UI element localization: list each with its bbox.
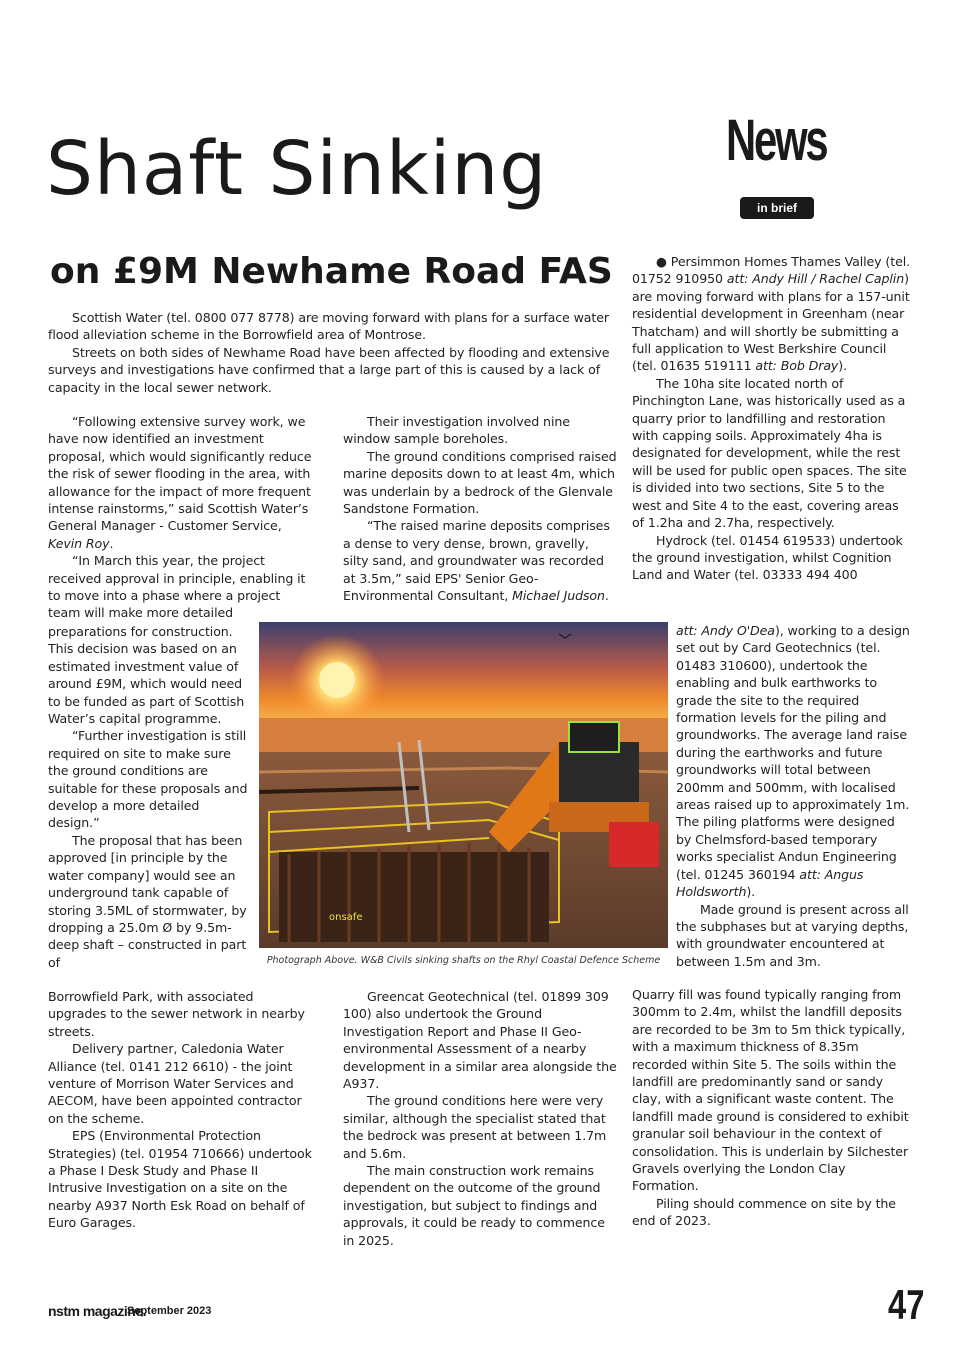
- article-subtitle: on £9M Newhame Road FAS: [50, 251, 613, 292]
- paragraph: ● Persimmon Homes Thames Valley (tel. 01752 910950 att: Andy Hill / Rachel Caplin) are moving forward with plans for a 157-unit residential development in Greenham (near Thatcham) and will shortly be submitting a full application to West Berkshire Council (tel. 01635 519111 att: Bob Dray).: [632, 254, 911, 374]
- paragraph: Quarry fill was found typically ranging from 300mm to 2.4m, whilst the landfill deposits are recorded to be 3m to 5m thick typically, with a maximum thickness of 8.35m recorded within Site 5. The soils within the landfill are predominantly sand or sandy clay, with a significant waste content. The landfill made ground is considered to exhibit granular soil behaviour in the context of consolidation. This is underlain by Silchester Gravels overlying the London Clay Formation.: [632, 987, 909, 1194]
- paragraph: Greencat Geotechnical (tel. 01899 309 100) also undertook the Ground Investigation Report and Phase II Geo-environmental Assessment of a nearby development in a similar area alongside the A937.: [343, 989, 617, 1092]
- page-number: 47: [888, 1281, 925, 1328]
- paragraph: Delivery partner, Caledonia Water Alliance (tel. 0141 212 6610) - the joint venture of Morrison Water Services and AECOM, have been appointed contractor on the scheme.: [48, 1041, 302, 1126]
- paragraph: “Further investigation is still required on site to make sure the ground conditions are suitable for these proposals and develop a more detailed design.”: [48, 728, 248, 831]
- article-intro: [48, 309, 626, 396]
- column-2-top: [343, 413, 618, 604]
- magazine-name: nstm magazine.: [48, 1303, 147, 1319]
- paragraph: Their investigation involved nine window sample boreholes.: [343, 414, 570, 447]
- paragraph: The 10ha site located north of Pinchington Lane, was historically used as a quarry prior to landfilling and restoration with capping soils. Approximately 4ha is designated for development, while the rest will be used for public open spaces. The site is divided into two sections, Site 5 to the west and Site 4 to the east, covering areas of 1.2ha and 2.7ha, respectively.: [632, 375, 907, 531]
- paragraph: att: Andy O'Dea), working to a design set out by Card Geotechnics (tel. 01483 310600), undertook the enabling and bulk earthworks to grade the site to the required formation levels for the piling and groundworks. The average land raise during the earthworks and future groundworks will total between 200mm and 500mm, with localised areas raised up to approximately 1m. The piling platforms were designed by Chelmsford-based temporary works specialist Andun Engineering (tel. 01245 360194 att: Angus Holdsworth).: [676, 623, 910, 900]
- article-photo: [259, 622, 668, 948]
- column-2-bottom: [343, 988, 618, 1249]
- intro-paragraph: Scottish Water (tel. 0800 077 8778) are moving forward with plans for a surface water flood alleviation scheme in the Borrowfield area of Montrose.: [48, 310, 609, 343]
- column-3-wrapped: [676, 622, 912, 970]
- column-3-bottom: [632, 986, 912, 1230]
- paragraph: Hydrock (tel. 01454 619533) undertook the ground investigation, whilst Cognition Land and Water (tel. 03333 494 400: [632, 532, 903, 583]
- paragraph: “In March this year, the project received approval in principle, enabling it to move into a phase where a project team will make more detailed: [48, 553, 306, 621]
- paragraph: The ground conditions here were very similar, although the specialist stated that the bedrock was present at between 1.7m and 5.6m.: [343, 1093, 607, 1161]
- paragraph: preparations for construction. This decision was based on an estimated investment value of around £9M, which would need to be funded as part of Scottish Water’s capital programme.: [48, 624, 245, 727]
- paragraph: Borrowfield Park, with associated upgrades to the sewer network in nearby streets.: [48, 989, 305, 1039]
- photo-caption: Photograph Above. W&B Civils sinking shafts on the Rhyl Coastal Defence Scheme: [266, 955, 661, 966]
- paragraph: The main construction work remains dependent on the outcome of the ground investigation, but subject to findings and approvals, it could be ready to commence in 2025.: [343, 1163, 605, 1248]
- quoted-person: Michael Judson: [512, 588, 605, 604]
- barrier-signage: onsafe: [329, 912, 363, 923]
- quoted-person: Kevin Roy: [48, 535, 110, 551]
- paragraph: Piling should commence on site by the end of 2023.: [632, 1195, 896, 1229]
- column-1-bottom: [48, 988, 314, 1232]
- column-3-top: [632, 253, 912, 584]
- intro-paragraph: Streets on both sides of Newhame Road have been affected by flooding and extensive surveys and investigations have confirmed that a large part of this is caused by a lack of capacity in the local sewer network.: [48, 344, 610, 395]
- article-title: Shaft Sinking: [46, 126, 548, 212]
- section-heading: News: [726, 108, 827, 173]
- paragraph: The ground conditions comprised raised marine deposits down to at least 4m, which was underlain by a bedrock of the Glenvale Sandstone Formation.: [343, 448, 617, 517]
- paragraph: “The raised marine deposits comprises a dense to very dense, brown, gravelly, silty sand, and groundwater was recorded at 3.5m,” said EPS' Senior Geo-Environmental Consultant, Michael Judson.: [343, 518, 610, 604]
- paragraph: Made ground is present across all the subphases but at varying depths, with groundwater encountered at between 1.5m and 3m.: [676, 901, 909, 969]
- paragraph: “Following extensive survey work, we have now identified an investment proposal, which would significantly reduce the risk of sewer flooding in the area, with allowance for the impact of more frequent intense rainstorms,” said Scottish Water’s General Manager - Customer Service, Kevin Roy.: [48, 414, 312, 551]
- paragraph: EPS (Environmental Protection Strategies) (tel. 01954 710666) undertook a Phase I Desk Study and Phase II Intrusive Investigation on a site on the nearby A937 North Esk Road on behalf of Euro Garages.: [48, 1128, 312, 1231]
- sunset-excavator-photo: [259, 622, 668, 948]
- section-badge: in brief: [740, 197, 814, 219]
- column-1-top: [48, 413, 314, 622]
- issue-date: September 2023: [127, 1305, 212, 1317]
- column-1-narrow: [48, 623, 253, 971]
- paragraph: The proposal that has been approved [in principle by the water company] would see an underground tank capable of storing 3.5ML of stormwater, by dropping a 25.0m Ø by 9.5m-deep shaft – constructed in part of: [48, 832, 247, 970]
